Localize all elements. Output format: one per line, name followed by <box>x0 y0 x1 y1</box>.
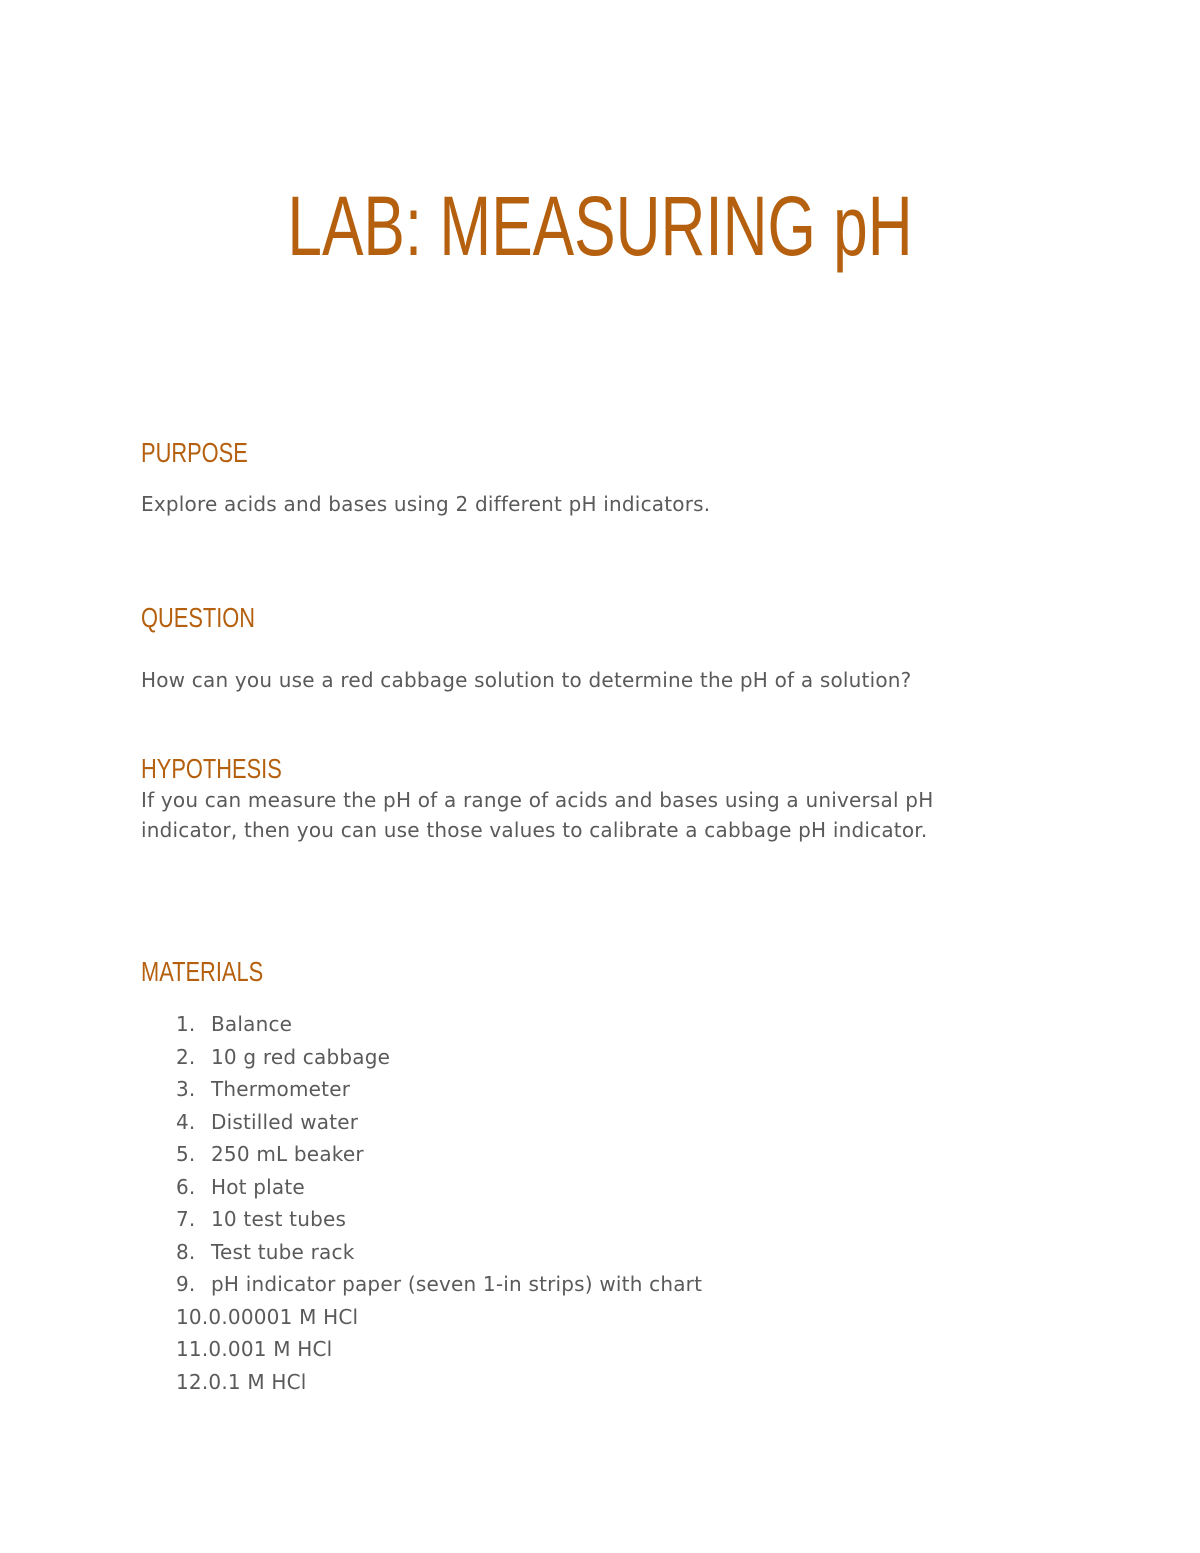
list-item <box>176 1171 702 1204</box>
list-item-number: 9. <box>176 1272 196 1296</box>
list-item <box>176 1106 702 1139</box>
page-title: LAB: MEASURING pH <box>287 179 913 273</box>
list-item <box>176 1073 702 1106</box>
list-item <box>176 1366 702 1399</box>
purpose-text: Explore acids and bases using 2 different pH indicators. <box>141 492 711 516</box>
list-item-label: Balance <box>211 1012 293 1036</box>
list-item-label: pH indicator paper (seven 1-in strips) with chart <box>211 1272 703 1296</box>
list-item-number: 10. <box>176 1304 209 1329</box>
list-item-number: 5. <box>176 1142 196 1166</box>
list-item-label: 0.1 M HCl <box>208 1369 307 1394</box>
list-item-number: 4. <box>176 1109 196 1134</box>
list-item <box>176 1301 702 1334</box>
list-item-number: 1. <box>176 1012 196 1036</box>
list-item-label: Thermometer <box>211 1077 351 1101</box>
list-item-number: 11. <box>176 1337 209 1361</box>
hypothesis-heading: HYPOTHESIS <box>141 753 282 784</box>
list-item-label: 0.001 M HCl <box>208 1337 333 1361</box>
materials-list <box>176 1008 702 1398</box>
list-item <box>176 1008 702 1041</box>
question-heading: QUESTION <box>141 602 256 633</box>
list-item-number: 12. <box>176 1369 209 1394</box>
list-item <box>176 1236 702 1269</box>
hypothesis-text-line-2: indicator, then you can use those values to calibrate a cabbage pH indicator. <box>141 818 928 842</box>
list-item-number: 6. <box>176 1174 196 1199</box>
list-item-number: 3. <box>176 1077 196 1101</box>
list-item-label: 10 g red cabbage <box>211 1044 391 1069</box>
hypothesis-text-line-1: If you can measure the pH of a range of acids and bases using a universal pH <box>141 788 934 812</box>
list-item-label: 0.00001 M HCl <box>208 1304 359 1329</box>
purpose-heading: PURPOSE <box>141 437 248 468</box>
question-text: How can you use a red cabbage solution to determine the pH of a solution? <box>141 668 912 692</box>
list-item <box>176 1138 702 1171</box>
materials-heading: MATERIALS <box>141 956 264 987</box>
list-item <box>176 1268 702 1301</box>
list-item-label: Test tube rack <box>211 1239 355 1264</box>
list-item-label: 10 test tubes <box>211 1207 347 1231</box>
list-item <box>176 1041 702 1074</box>
list-item-label: Hot plate <box>211 1174 305 1199</box>
list-item-number: 7. <box>176 1207 196 1231</box>
list-item-number: 2. <box>176 1044 196 1069</box>
list-item-label: Distilled water <box>211 1109 359 1134</box>
list-item <box>176 1333 702 1366</box>
list-item-number: 8. <box>176 1239 196 1264</box>
list-item <box>176 1203 702 1236</box>
list-item-label: 250 mL beaker <box>211 1142 364 1166</box>
